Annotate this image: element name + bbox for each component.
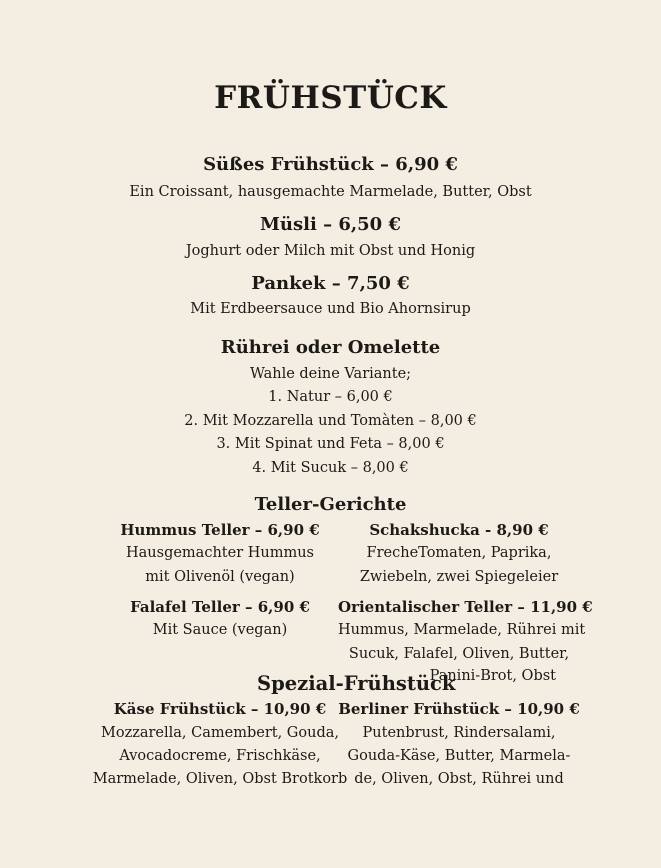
- item-desc-line: de, Oliven, Obst, Rührei und: [354, 771, 564, 787]
- item-title-suesses-fruehstueck: Süßes Frühstück – 6,90 €: [203, 154, 458, 175]
- item-desc-line: Sucuk, Falafel, Oliven, Butter,: [348, 646, 570, 662]
- section-subtitle-ruehrei: Wahle deine Variante;: [249, 366, 412, 382]
- item-desc-suesses-fruehstueck: Ein Croissant, hausgemachte Marmelade, Butter, Obst: [129, 184, 532, 200]
- item-desc-line: Zwiebeln, zwei Spiegeleier: [359, 569, 559, 585]
- egg-option: 2. Mit Mozzarella und Tomàten – 8,00 €: [184, 413, 477, 429]
- section-title-teller: Teller-Gerichte: [254, 494, 407, 515]
- item-desc-line: Putenbrust, Rindersalami,: [362, 725, 556, 741]
- egg-option: 3. Mit Spinat und Feta – 8,00 €: [216, 436, 445, 452]
- item-desc-line: Marmelade, Oliven, Obst Brotkorb: [92, 771, 348, 787]
- item-title-pankek: Pankek – 7,50 €: [251, 273, 410, 294]
- item-desc-line: mit Olivenöl (vegan): [145, 569, 295, 585]
- egg-option: 4. Mit Sucuk – 8,00 €: [252, 460, 409, 476]
- item-desc-line: FrecheTomaten, Paprika,: [366, 545, 552, 561]
- item-title-hummus-teller: Hummus Teller – 6,90 €: [120, 521, 320, 539]
- page-title: FRÜHSTÜCK: [214, 80, 447, 116]
- section-title-spezial: Spezial-Frühstück: [257, 672, 456, 695]
- item-desc-muesli: Joghurt oder Milch mit Obst und Honig: [185, 243, 476, 259]
- item-title-schakshucka: Schakshucka - 8,90 €: [369, 521, 549, 539]
- item-desc-pankek: Mit Erdbeersauce und Bio Ahornsirup: [190, 301, 471, 317]
- item-title-orientalischer-teller: Orientalischer Teller – 11,90 €: [338, 598, 593, 616]
- item-title-kaese-fruehstueck: Käse Frühstück – 10,90 €: [113, 700, 327, 718]
- item-desc-line: Mit Sauce (vegan): [152, 622, 288, 638]
- egg-option: 1. Natur – 6,00 €: [268, 389, 393, 405]
- item-title-falafel-teller: Falafel Teller – 6,90 €: [130, 598, 310, 616]
- section-title-ruehrei: Rührei oder Omelette: [220, 337, 441, 358]
- item-desc-line: Avocadocreme, Frischkäse,: [119, 748, 321, 764]
- item-desc-line: Hummus, Marmelade, Rührei mit: [338, 622, 586, 638]
- item-desc-line: Hausgemachter Hummus: [126, 545, 314, 561]
- item-desc-line: Panini-Brot, Obst: [429, 668, 556, 684]
- item-desc-line: Mozzarella, Camembert, Gouda,: [101, 725, 339, 741]
- item-title-muesli: Müsli – 6,50 €: [260, 214, 401, 235]
- item-title-berliner-fruehstueck: Berliner Frühstück – 10,90 €: [338, 700, 580, 718]
- item-desc-line: Gouda-Käse, Butter, Marmela-: [347, 748, 571, 764]
